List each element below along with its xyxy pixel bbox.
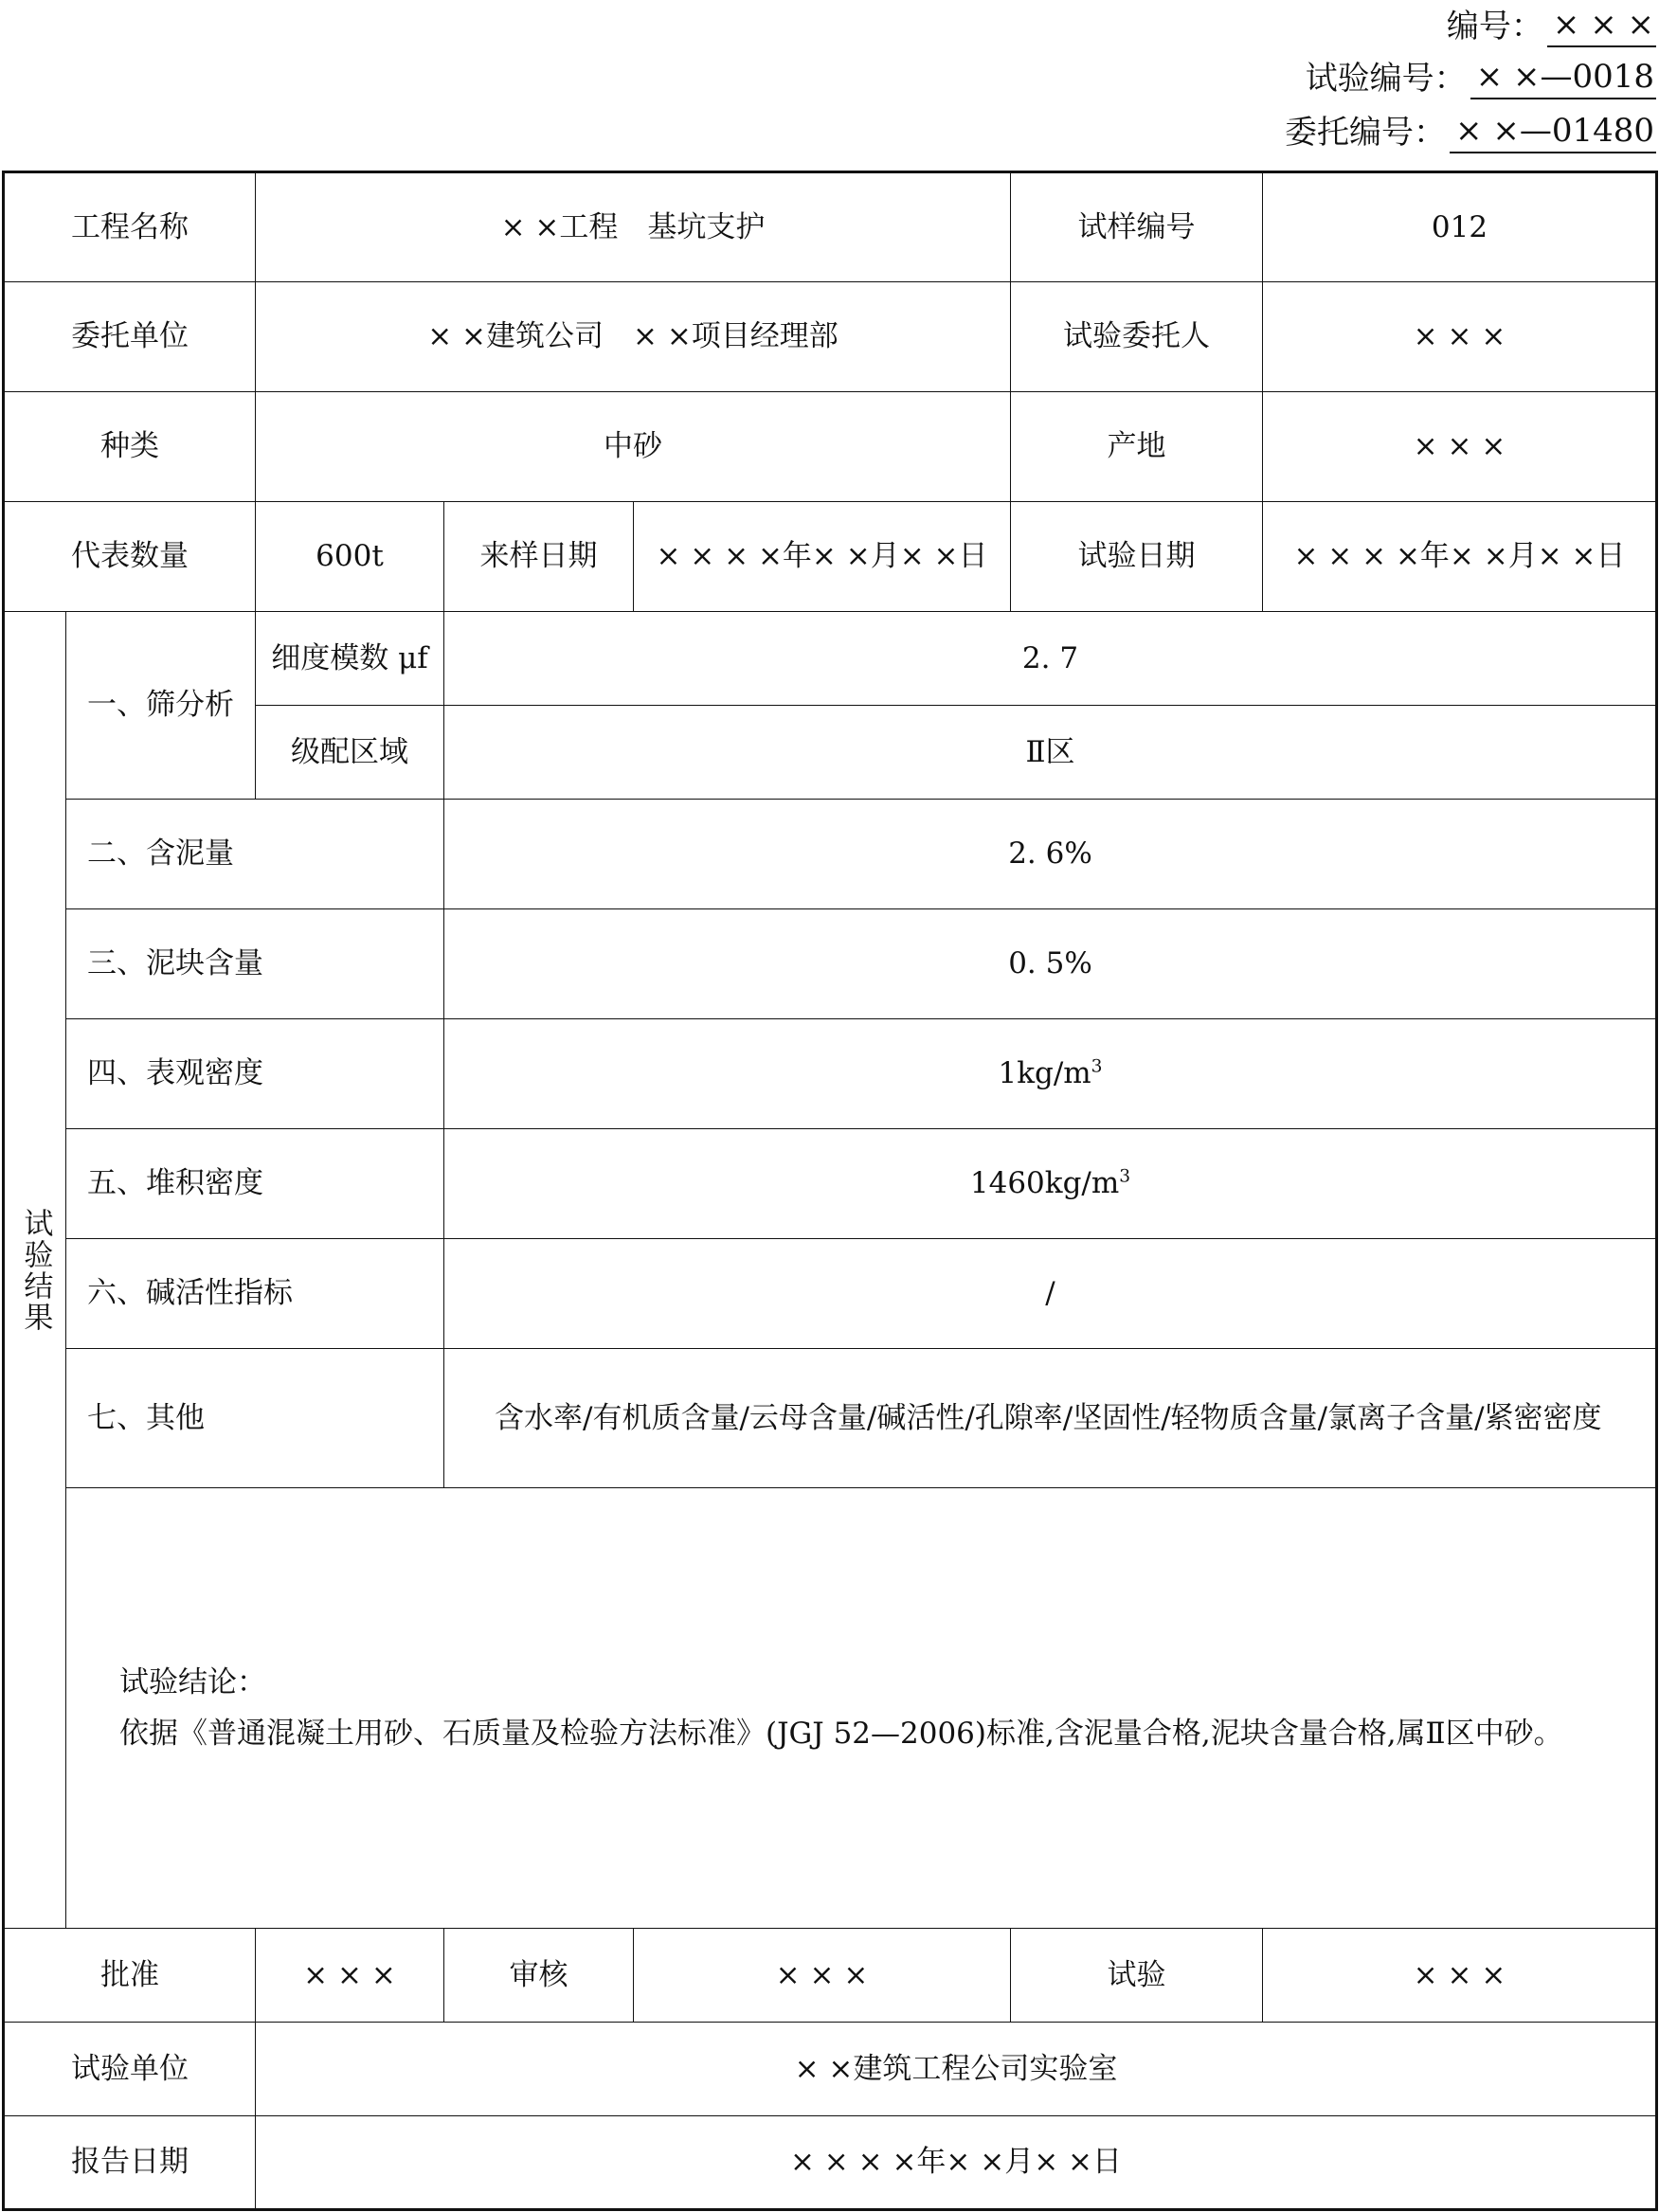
clay-lump-label: 三、泥块含量: [66, 909, 444, 1019]
fineness-label: 细度模数 μf: [256, 612, 444, 706]
client-row: [4, 282, 1657, 392]
apparent-density-value: 1kg/m: [998, 1056, 1091, 1091]
origin-value: × × ×: [1263, 392, 1657, 502]
apparent-density-cell: [444, 1019, 1657, 1129]
approve-label: 批准: [4, 1929, 256, 2023]
client-value: × ×建筑公司 × ×项目经理部: [256, 282, 1011, 392]
other-value: 含水率/有机质含量/云母含量/碱活性/孔隙率/坚固性/轻物质含量/氯离子含量/紧密密度: [444, 1349, 1657, 1488]
sand-test-report-table: [2, 171, 1658, 2211]
mud-content-row: [4, 800, 1657, 909]
mud-content-value: 2. 6%: [444, 800, 1657, 909]
quantity-row: [4, 502, 1657, 612]
project-name-label: 工程名称: [4, 172, 256, 282]
bulk-density-exponent: 3: [1119, 1166, 1131, 1187]
serial-number-value: × × ×: [1547, 4, 1656, 47]
signature-row: [4, 1929, 1657, 2023]
sample-no-label: 试样编号: [1011, 172, 1263, 282]
grading-label: 级配区域: [256, 706, 444, 800]
other-row: [4, 1349, 1657, 1488]
conclusion-cell: [66, 1488, 1657, 1929]
apparent-density-exponent: 3: [1091, 1056, 1103, 1077]
conclusion-row: [4, 1488, 1657, 1929]
report-date-value: × × × ×年× ×月× ×日: [256, 2116, 1657, 2210]
origin-label: 产地: [1011, 392, 1263, 502]
test-results-section-label: 试验结果: [4, 612, 66, 1929]
project-row: [4, 172, 1657, 282]
grading-value: Ⅱ区: [444, 706, 1657, 800]
sample-date-label: 来样日期: [444, 502, 634, 612]
fineness-value: 2. 7: [444, 612, 1657, 706]
sieve-analysis-label: 一、筛分析: [66, 612, 256, 800]
serial-number-label: 编号：: [1446, 8, 1543, 45]
review-value: × × ×: [634, 1929, 1011, 2023]
report-date-label: 报告日期: [4, 2116, 256, 2210]
type-value: 中砂: [256, 392, 1011, 502]
other-label: 七、其他: [66, 1349, 444, 1488]
bulk-density-label: 五、堆积密度: [66, 1129, 444, 1239]
fineness-row: [4, 612, 1657, 706]
entruster-value: × × ×: [1263, 282, 1657, 392]
client-label: 委托单位: [4, 282, 256, 392]
bulk-density-row: [4, 1129, 1657, 1239]
alkali-row: [4, 1239, 1657, 1349]
entrust-number: [1285, 106, 1656, 153]
test-number-value: × ×—0018: [1470, 56, 1656, 99]
test-date-label: 试验日期: [1011, 502, 1263, 612]
test-date-value: × × × ×年× ×月× ×日: [1263, 502, 1657, 612]
serial-number: [1447, 0, 1656, 47]
test-number-label: 试验编号：: [1305, 60, 1467, 98]
approve-value: × × ×: [256, 1929, 444, 2023]
tester-value: × × ×: [1263, 1929, 1657, 2023]
clay-lump-value: 0. 5%: [444, 909, 1657, 1019]
bulk-density-cell: [444, 1129, 1657, 1239]
sample-no-value: 012: [1263, 172, 1657, 282]
conclusion-text: 依据《普通混凝土用砂、石质量及检验方法标准》(JGJ 52—2006)标准,含泥量合格,泥块含量合格,属Ⅱ区中砂。: [119, 1717, 1563, 1751]
conclusion-label: 试验结论：: [119, 1664, 266, 1699]
sample-date-value: × × × ×年× ×月× ×日: [634, 502, 1011, 612]
entrust-number-label: 委托编号：: [1285, 114, 1447, 152]
alkali-value: /: [444, 1239, 1657, 1349]
test-number: [1306, 52, 1656, 99]
entruster-label: 试验委托人: [1011, 282, 1263, 392]
quantity-value: 600t: [256, 502, 444, 612]
mud-content-label: 二、含泥量: [66, 800, 444, 909]
report-date-row: [4, 2116, 1657, 2210]
lab-label: 试验单位: [4, 2023, 256, 2116]
apparent-density-row: [4, 1019, 1657, 1129]
quantity-label: 代表数量: [4, 502, 256, 612]
apparent-density-label: 四、表观密度: [66, 1019, 444, 1129]
tester-label: 试验: [1011, 1929, 1263, 2023]
type-label: 种类: [4, 392, 256, 502]
type-row: [4, 392, 1657, 502]
bulk-density-value: 1460kg/m: [969, 1166, 1120, 1201]
lab-row: [4, 2023, 1657, 2116]
entrust-number-value: × ×—01480: [1450, 110, 1656, 153]
alkali-label: 六、碱活性指标: [66, 1239, 444, 1349]
lab-value: × ×建筑工程公司实验室: [256, 2023, 1657, 2116]
project-name-value: × ×工程 基坑支护: [256, 172, 1011, 282]
clay-lump-row: [4, 909, 1657, 1019]
review-label: 审核: [444, 1929, 634, 2023]
